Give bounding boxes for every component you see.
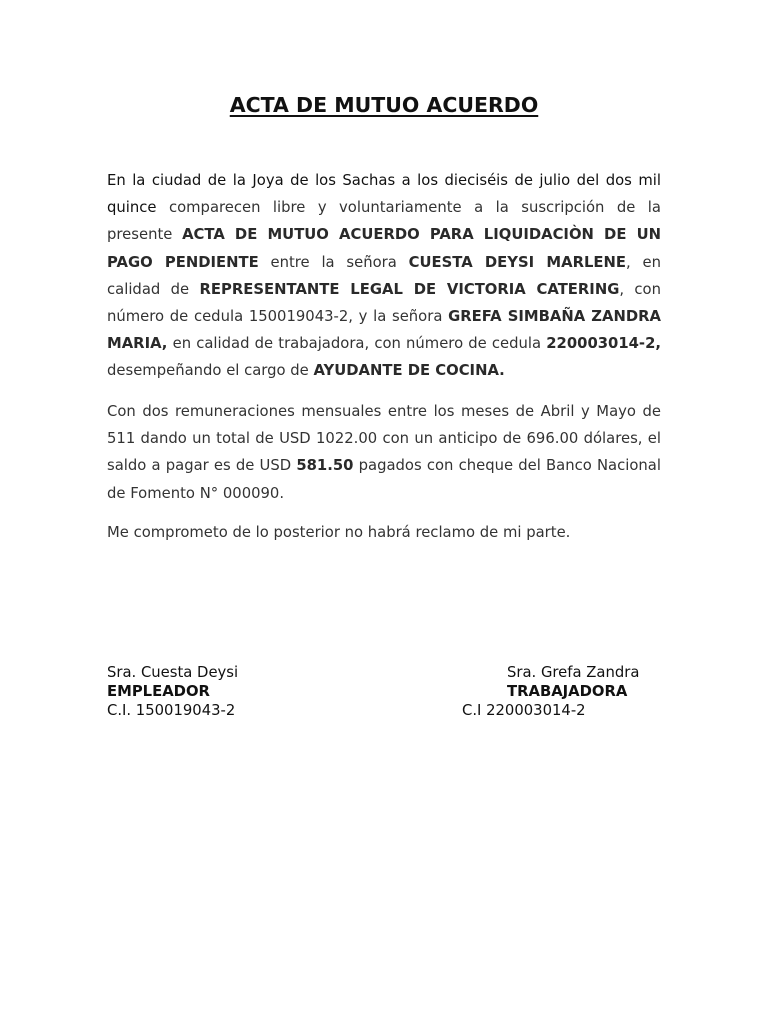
document-title: ACTA DE MUTUO ACUERDO: [229, 93, 539, 117]
text-segment: desempeñando el cargo de: [107, 362, 314, 380]
text-segment: , en calidad de: [107, 253, 661, 298]
text-segment: pagados con cheque del Banco Nacional de Fomento N° 000090.: [107, 457, 661, 502]
signatory-role: TRABAJADORA: [507, 683, 628, 700]
worker-name: GREFA SIMBAÑA ZANDRA MARIA,: [107, 308, 661, 353]
signatory-id: C.I 220003014-2: [462, 702, 586, 719]
worker-position: AYUDANTE DE COCINA.: [313, 362, 505, 380]
employer-role: REPRESENTANTE LEGAL DE VICTORIA CATERING: [199, 280, 620, 298]
signatory-name: Sra. Cuesta Deysi: [107, 664, 239, 681]
paragraph-remuneraciones: [107, 398, 661, 507]
text-segment: , con número de cedula 150019043-2, y la señora: [107, 280, 661, 326]
signature-right: [462, 663, 639, 720]
acta-name: ACTA DE MUTUO ACUERDO PARA LIQUIDACIÒN DE UN PAGO PENDIENTE: [107, 226, 661, 271]
signature-left: [107, 663, 238, 720]
paragraph-comparecencia: [107, 167, 661, 385]
paragraph-compromiso: Me comprometo de lo posterior no habrá reclamo de mi parte.: [107, 524, 571, 541]
balance-amount: 581.50: [296, 457, 354, 475]
signatory-name: Sra. Grefa Zandra: [507, 664, 640, 681]
text-segment: en calidad de trabajadora, con número de cedula: [167, 335, 547, 353]
text-segment: comparecen libre y voluntariamente a la suscripción de la presente: [107, 199, 661, 244]
worker-id: 220003014-2,: [546, 335, 661, 353]
intro-text: En la ciudad de la Joya de los Sachas a los dieciséis de julio del dos mil quince: [107, 172, 661, 217]
employer-name: CUESTA DEYSI MARLENE: [408, 253, 626, 271]
text-segment: Con dos remuneraciones mensuales entre los meses de Abril y Mayo de 511 dando un total de USD 1022.00 con un anticipo de 696.00 dólares, el saldo a pagar es de USD: [107, 403, 661, 475]
signatory-role: EMPLEADOR: [107, 683, 210, 700]
text-segment: entre la señora: [258, 253, 409, 271]
signatory-id: C.I. 150019043-2: [107, 702, 236, 719]
